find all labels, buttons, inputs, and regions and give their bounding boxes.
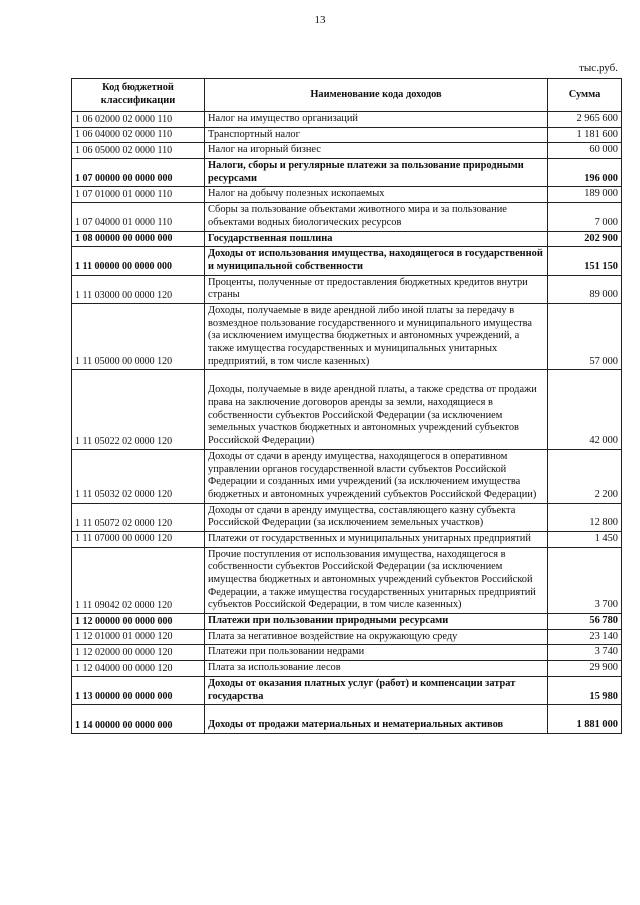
header-name: Наименование кода доходов bbox=[205, 79, 548, 112]
row-code: 1 12 00000 00 0000 000 bbox=[72, 614, 205, 630]
row-name: Платежи при пользовании природными ресурсами bbox=[205, 614, 548, 630]
row-sum: 12 800 bbox=[548, 503, 622, 531]
units-label: тыс.руб. bbox=[579, 62, 618, 74]
row-name: Доходы, получаемые в виде арендной либо иной платы за передачу в возмездное пользование государственного и муниципального имущества (за исключением имущества бюджетных и автономных учреждений, а также имущества государственных и муниципальных унитарных предприятий, в том числе казенных) bbox=[205, 303, 548, 369]
row-code: 1 07 04000 01 0000 110 bbox=[72, 203, 205, 231]
row-sum: 3 740 bbox=[548, 645, 622, 661]
row-sum: 42 000 bbox=[548, 370, 622, 449]
row-sum: 1 181 600 bbox=[548, 127, 622, 143]
row-sum: 60 000 bbox=[548, 143, 622, 159]
table-row bbox=[72, 531, 622, 547]
row-name: Налог на игорный бизнес bbox=[205, 143, 548, 159]
row-sum: 15 980 bbox=[548, 676, 622, 704]
row-name: Плата за использование лесов bbox=[205, 661, 548, 677]
row-code: 1 11 05072 02 0000 120 bbox=[72, 503, 205, 531]
table-row bbox=[72, 303, 622, 369]
row-name: Сборы за пользование объектами животного мира и за пользование объектами водных биологических ресурсов bbox=[205, 203, 548, 231]
table-row bbox=[72, 547, 622, 613]
row-code: 1 12 04000 00 0000 120 bbox=[72, 661, 205, 677]
table-row bbox=[72, 275, 622, 303]
table-row bbox=[72, 676, 622, 704]
row-code: 1 11 09042 02 0000 120 bbox=[72, 547, 205, 613]
row-code: 1 11 05022 02 0000 120 bbox=[72, 370, 205, 449]
row-code: 1 06 04000 02 0000 110 bbox=[72, 127, 205, 143]
header-code: Код бюджетной классификации bbox=[72, 79, 205, 112]
table-row bbox=[72, 449, 622, 503]
row-sum: 196 000 bbox=[548, 159, 622, 187]
table-header-row bbox=[72, 79, 622, 112]
row-code: 1 11 05000 00 0000 120 bbox=[72, 303, 205, 369]
table-row bbox=[72, 127, 622, 143]
row-name: Доходы, получаемые в виде арендной платы, а также средства от продажи права на заключение договоров аренды за земли, находящиеся в собственности субъектов Российской Федерации (за исключением земельных участков бюджетных и автономных учреждений субъектов Российской Федерации) bbox=[205, 370, 548, 449]
row-sum: 2 200 bbox=[548, 449, 622, 503]
row-name: Доходы от продажи материальных и нематериальных активов bbox=[205, 705, 548, 734]
row-code: 1 14 00000 00 0000 000 bbox=[72, 705, 205, 734]
row-code: 1 06 05000 02 0000 110 bbox=[72, 143, 205, 159]
table-row bbox=[72, 159, 622, 187]
header-sum: Сумма bbox=[548, 79, 622, 112]
row-name: Доходы от сдачи в аренду имущества, составляющего казну субъекта Российской Федерации (за исключением земельных участков) bbox=[205, 503, 548, 531]
table-row bbox=[72, 247, 622, 275]
row-code: 1 07 01000 01 0000 110 bbox=[72, 187, 205, 203]
table-row bbox=[72, 112, 622, 128]
row-sum: 2 965 600 bbox=[548, 112, 622, 128]
row-sum: 202 900 bbox=[548, 231, 622, 247]
row-sum: 189 000 bbox=[548, 187, 622, 203]
table-row bbox=[72, 705, 622, 734]
row-name: Проценты, полученные от предоставления бюджетных кредитов внутри страны bbox=[205, 275, 548, 303]
row-sum: 7 000 bbox=[548, 203, 622, 231]
row-name: Налог на добычу полезных ископаемых bbox=[205, 187, 548, 203]
row-name: Государственная пошлина bbox=[205, 231, 548, 247]
row-code: 1 11 00000 00 0000 000 bbox=[72, 247, 205, 275]
row-sum: 89 000 bbox=[548, 275, 622, 303]
row-name: Налоги, сборы и регулярные платежи за пользование природными ресурсами bbox=[205, 159, 548, 187]
table-row bbox=[72, 370, 622, 449]
row-code: 1 11 07000 00 0000 120 bbox=[72, 531, 205, 547]
row-sum: 1 450 bbox=[548, 531, 622, 547]
row-name: Платежи при пользовании недрами bbox=[205, 645, 548, 661]
table-row bbox=[72, 661, 622, 677]
row-sum: 151 150 bbox=[548, 247, 622, 275]
table-row bbox=[72, 231, 622, 247]
table-row bbox=[72, 614, 622, 630]
row-code: 1 08 00000 00 0000 000 bbox=[72, 231, 205, 247]
row-code: 1 12 02000 00 0000 120 bbox=[72, 645, 205, 661]
table-row bbox=[72, 503, 622, 531]
table-row bbox=[72, 645, 622, 661]
table-row bbox=[72, 629, 622, 645]
row-sum: 1 881 000 bbox=[548, 705, 622, 734]
page-number: 13 bbox=[314, 14, 326, 26]
row-name: Доходы от оказания платных услуг (работ) и компенсации затрат государства bbox=[205, 676, 548, 704]
row-sum: 3 700 bbox=[548, 547, 622, 613]
row-name: Доходы от сдачи в аренду имущества, находящегося в оперативном управлении органов государственной власти субъектов Российской Федерации и созданных ими учреждений (за исключением имущества бюджетных и автономных учреждений субъектов Российской Федерации) bbox=[205, 449, 548, 503]
row-name: Прочие поступления от использования имущества, находящегося в собственности субъектов Российской Федерации (за исключением имущества бюджетных и автономных учреждений субъектов Российской Федерации, а также имущества государственных унитарных предприятий субъектов Российской Федерации, в том числе казенных) bbox=[205, 547, 548, 613]
row-name: Транспортный налог bbox=[205, 127, 548, 143]
row-code: 1 12 01000 01 0000 120 bbox=[72, 629, 205, 645]
row-code: 1 11 05032 02 0000 120 bbox=[72, 449, 205, 503]
row-sum: 57 000 bbox=[548, 303, 622, 369]
table-row bbox=[72, 203, 622, 231]
budget-revenue-table bbox=[71, 78, 622, 734]
row-name: Платежи от государственных и муниципальных унитарных предприятий bbox=[205, 531, 548, 547]
row-code: 1 11 03000 00 0000 120 bbox=[72, 275, 205, 303]
row-code: 1 07 00000 00 0000 000 bbox=[72, 159, 205, 187]
table-row bbox=[72, 143, 622, 159]
row-name: Доходы от использования имущества, находящегося в государственной и муниципальной собственности bbox=[205, 247, 548, 275]
row-sum: 23 140 bbox=[548, 629, 622, 645]
table-body bbox=[72, 112, 622, 734]
row-code: 1 06 02000 02 0000 110 bbox=[72, 112, 205, 128]
table-row bbox=[72, 187, 622, 203]
row-sum: 29 900 bbox=[548, 661, 622, 677]
row-name: Налог на имущество организаций bbox=[205, 112, 548, 128]
row-name: Плата за негативное воздействие на окружающую среду bbox=[205, 629, 548, 645]
row-sum: 56 780 bbox=[548, 614, 622, 630]
row-code: 1 13 00000 00 0000 000 bbox=[72, 676, 205, 704]
